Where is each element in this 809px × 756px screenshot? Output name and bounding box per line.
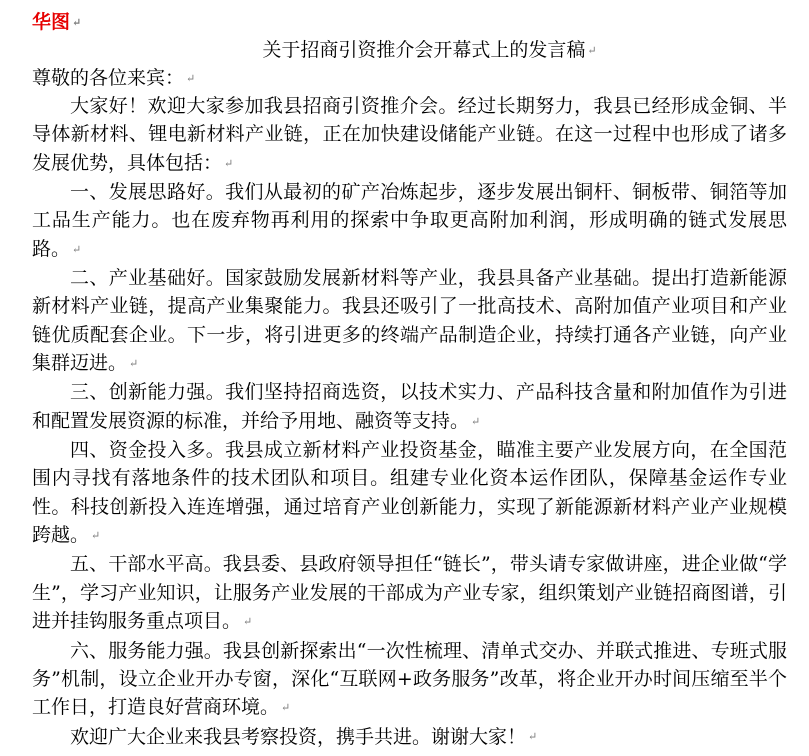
paragraph-closing: 欢迎广大企业来我县考察投资，携手共进。谢谢大家！ ↵ xyxy=(70,725,538,748)
document-title: 关于招商引资推介会开幕式上的发言稿 ↵ xyxy=(262,39,597,61)
paragraph-mark: ↵ xyxy=(587,44,597,57)
paragraph-service: 六、服务能力强。我县创新探索出“一次性梳理、清单式交办、并联式推进、专班式服务”机制，设立企业开办专窗，深化“互联网+政务服务”改革，将企业开办时间压缩至半个工作日，打造良好营商环境。 ↵ xyxy=(32,639,787,719)
paragraph-innovation: 三、创新能力强。我们坚持招商选资，以技术实力、产品科技含量和附加值作为引进和配置发展资源的标准，并给予用地、融资等支持。 ↵ xyxy=(32,381,787,432)
paragraph-mark: ↵ xyxy=(129,357,139,371)
paragraph-mark: ↵ xyxy=(72,16,82,29)
paragraph-mark: ↵ xyxy=(281,701,291,715)
paragraph-cadres: 五、干部水平高。我县委、县政府领导担任“链长”，带头请专家做讲座，进企业做“学生”，学习产业知识，让服务产业发展的干部成为产业专家，组织策划产业链招商图谱，引进并挂钩服务重点项目。 ↵ xyxy=(32,553,787,633)
paragraph-mark: ↵ xyxy=(471,414,481,428)
header-tag: 华图 ↵ xyxy=(32,11,82,33)
paragraph-intro: 大家好！欢迎大家参加我县招商引资推介会。经过长期努力，我县已经形成金铜、半导体新材料、锂电新材料产业链，正在加快建设储能产业链。在这一过程中也形成了诸多发展优势，具体包括： ↵ xyxy=(32,95,787,174)
paragraph-mark: ↵ xyxy=(224,156,234,170)
paragraph-industry-foundation: 二、产业基础好。国家鼓励发展新材料等产业，我县具备产业基础。提出打造新能源新材料产业链，提高产业集聚能力。我县还吸引了一批高技术、高附加值产业项目和产业链优质配套企业。下一步，将引进更多的终端产品制造企业，持续打通各产业链，向产业集群迈进。 ↵ xyxy=(32,267,787,375)
document-page xyxy=(32,8,787,752)
paragraph-mark: ↵ xyxy=(72,242,82,256)
paragraph-mark: ↵ xyxy=(91,529,101,543)
paragraph-mark: ↵ xyxy=(186,72,196,85)
paragraph-investment: 四、资金投入多。我县成立新材料产业投资基金，瞄准主要产业发展方向，在全国范围内寻找有落地条件的技术团队和项目。组建专业化资本运作团队，保障基金运作专业性。科技创新投入连连增强，通过培育产业创新能力，实现了新能源新材料产业产业规模跨越。 ↵ xyxy=(32,439,787,547)
paragraph-mark: ↵ xyxy=(528,730,538,744)
paragraph-mark: ↵ xyxy=(243,615,253,629)
greeting: 尊敬的各位来宾： ↵ xyxy=(32,67,196,89)
paragraph-development-thinking: 一、发展思路好。我们从最初的矿产冶炼起步，逐步发展出铜杆、铜板带、铜箔等加工品生产能力。也在废弃物再利用的探索中争取更高附加利润，形成明确的链式发展思路。 ↵ xyxy=(32,181,787,260)
